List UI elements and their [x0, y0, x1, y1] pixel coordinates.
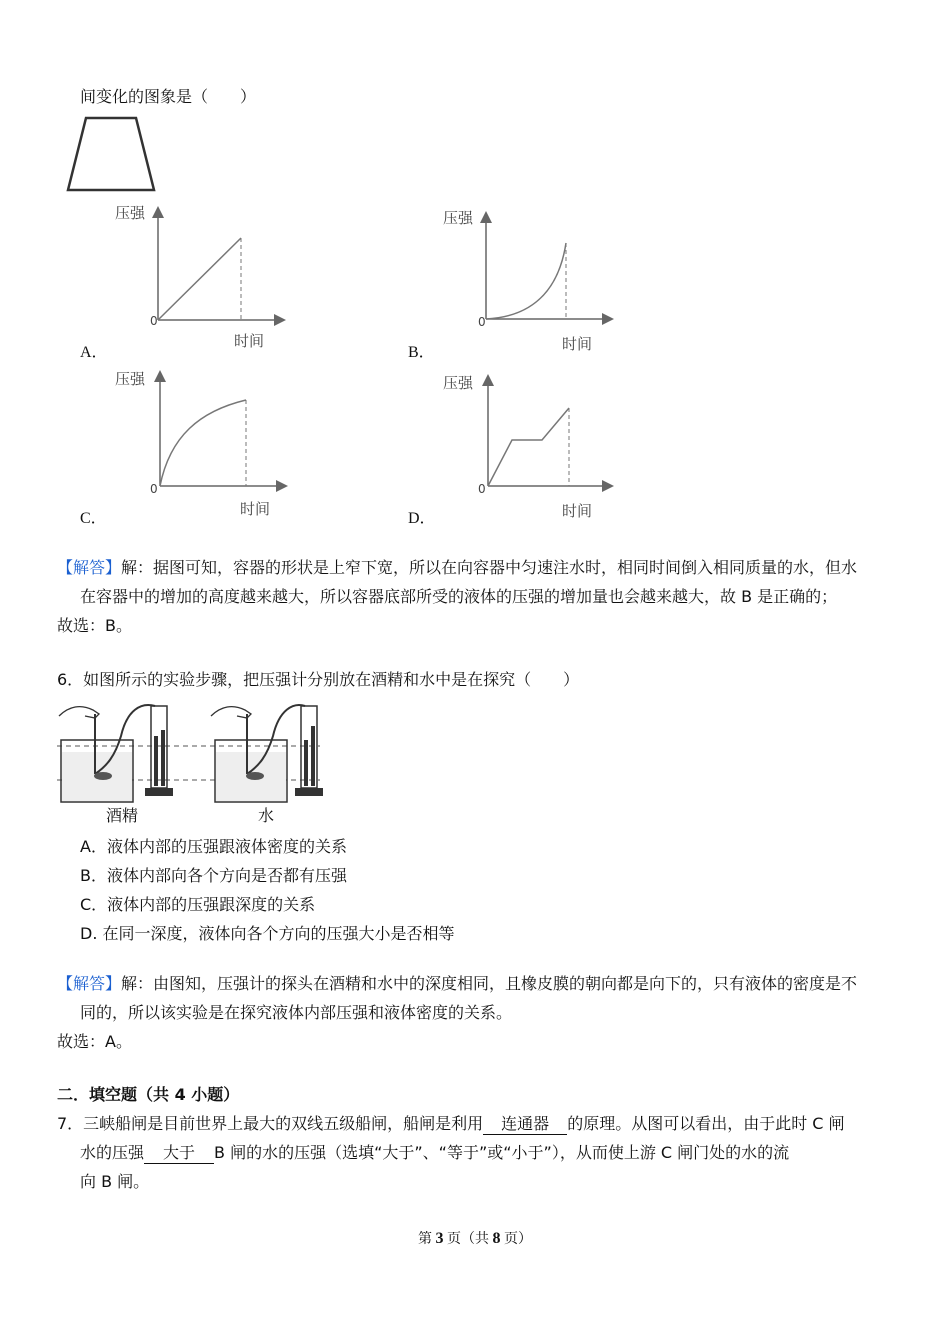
q6-answer-line1	[57, 973, 857, 995]
q7-blank1: 连通器	[483, 1114, 567, 1135]
q7-part2: 的原理。从图可以看出，由于此时 C 闸	[567, 1114, 845, 1133]
q6-label-alcohol: 酒精	[106, 806, 139, 825]
q5-stem-tail: 间变化的图象是（ ）	[80, 87, 257, 106]
q6-answer-tag: 【解答】	[57, 974, 122, 993]
q6-stem: 6．如图所示的实验步骤，把压强计分别放在酒精和水中是在探究（ ）	[57, 670, 580, 689]
graph-b	[438, 205, 618, 365]
container-figure	[60, 112, 160, 198]
graph-d-xlabel: 时间	[562, 502, 593, 520]
q6-answer-choice: 故选：A。	[57, 1032, 132, 1051]
graph-a-xlabel: 时间	[234, 332, 265, 350]
graph-d-ylabel: 压强	[443, 374, 474, 392]
graph-c-curve	[160, 400, 246, 486]
footer-suffix: 页）	[504, 1232, 532, 1247]
q7-line1	[57, 1113, 845, 1135]
q5-answer-line2: 在容器中的增加的高度越来越大，所以容器底部所受的液体的压强的增加量也会越来越大，故 B 是正确的；	[80, 587, 838, 606]
graph-d-origin: 0	[478, 482, 486, 496]
option-d-label: D．	[408, 510, 436, 527]
graph-a-origin: 0	[150, 314, 158, 328]
q5-answer-tag: 【解答】	[57, 558, 122, 577]
q7-part4: B 闸的水的压强（选填“大于”、“等于”或“小于”），从而使上游 C 闸门处的水的流	[214, 1143, 790, 1162]
q6-answer-text1: 解：由图知，压强计的探头在酒精和水中的深度相同，且橡皮膜的朝向都是向下的，只有液体的密度是不	[121, 974, 858, 993]
q7-line2	[80, 1142, 789, 1164]
q5-answer-line1	[57, 557, 857, 579]
q5-answer-choice: 故选：B。	[57, 616, 132, 635]
graph-d-curve	[488, 408, 569, 486]
graph-b-curve	[486, 243, 566, 319]
q6-label-water: 水	[258, 806, 275, 825]
q6-option-c: C．液体内部的压强跟深度的关系	[80, 895, 316, 914]
graph-b-origin: 0	[478, 315, 486, 329]
q5-answer-text1: 解：据图可知，容器的形状是上窄下宽，所以在向容器中匀速注水时，相同时间倒入相同质量的水，但水	[121, 558, 858, 577]
option-c-label: C．	[80, 510, 107, 527]
footer-total: 8	[492, 1230, 501, 1247]
graph-b-xlabel: 时间	[562, 335, 593, 353]
q6-option-a: A．液体内部的压强跟液体密度的关系	[80, 837, 347, 856]
footer-page: 3	[435, 1230, 444, 1247]
q6-experiment-figure	[55, 696, 335, 808]
q6-option-b: B．液体内部向各个方向是否都有压强	[80, 866, 347, 885]
graph-c	[110, 366, 290, 526]
graph-a-ylabel: 压强	[115, 204, 146, 222]
graph-a-curve	[158, 238, 241, 320]
graph-c-ylabel: 压强	[115, 370, 146, 388]
section-2-title: 二．填空题（共 4 小题）	[57, 1085, 240, 1104]
graph-c-xlabel: 时间	[240, 500, 271, 518]
page-footer	[0, 1228, 950, 1251]
q6-option-d: D. 在同一深度，液体向各个方向的压强大小是否相等	[80, 924, 455, 943]
q7-part1: 7．三峡船闸是目前世界上最大的双线五级船闸，船闸是利用	[57, 1114, 484, 1133]
footer-prefix: 第	[418, 1232, 432, 1247]
graph-b-ylabel: 压强	[443, 209, 474, 227]
q6-answer-line2: 同的，所以该实验是在探究液体内部压强和液体密度的关系。	[80, 1003, 513, 1022]
option-b-label: B．	[408, 344, 435, 361]
graph-c-origin: 0	[150, 482, 158, 496]
q7-line3: 向 B 闸。	[80, 1172, 150, 1191]
option-a-label: A．	[80, 344, 108, 361]
q7-part3: 水的压强	[80, 1143, 145, 1162]
graph-a	[110, 200, 290, 360]
graph-d	[438, 370, 618, 530]
footer-middle: 页（共	[447, 1232, 489, 1247]
q7-blank2: 大于	[144, 1143, 214, 1164]
